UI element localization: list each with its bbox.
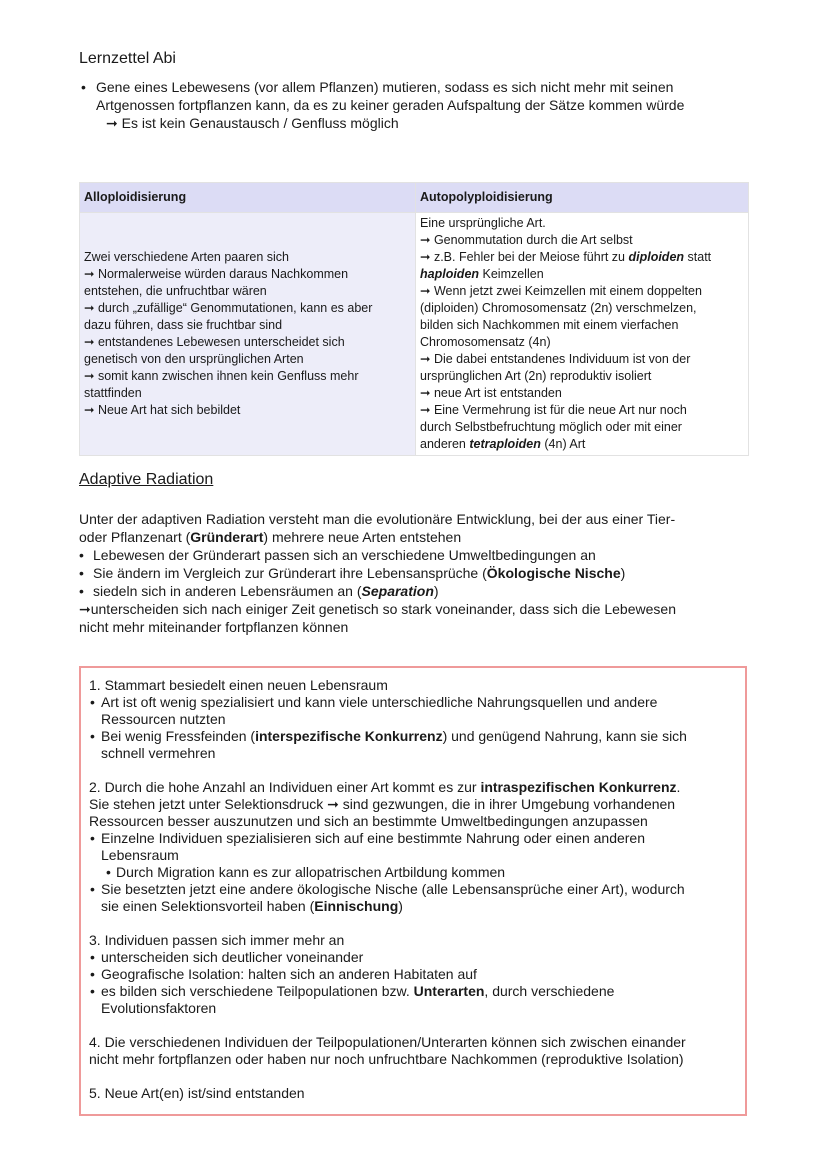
cell-line xyxy=(420,266,744,283)
step-4-text: nicht mehr fortpflanzen oder haben nur noch unfruchtbare Nachkommen (reproduktive Isolation) xyxy=(89,1051,684,1067)
text-part: Art ist oft wenig spezialisiert und kann viele unterschiedliche Nahrungsquellen und andere xyxy=(101,694,658,710)
list-item xyxy=(79,564,759,582)
bullet-dot: • xyxy=(90,983,95,999)
radiation-conclusion-line: nicht mehr miteinander fortpflanzen können xyxy=(79,619,349,635)
emphasis-interspezifische-konkurrenz: interspezifische Konkurrenz xyxy=(255,728,443,744)
text-part: anderen xyxy=(420,437,470,451)
bullet-dot: • xyxy=(106,864,111,880)
emphasis-diploiden: diploiden xyxy=(628,250,685,264)
intro-arrow-text: ➞ Es ist kein Genaustausch / Genfluss möglich xyxy=(106,115,399,131)
radiation-paragraph-line: Unter der adaptiven Radiation versteht man die evolutionäre Entwicklung, bei der aus einer Tier- xyxy=(79,511,676,527)
text-part: Ressourcen nutzten xyxy=(101,711,226,727)
step-1-title: 1. Stammart besiedelt einen neuen Lebensraum xyxy=(89,677,388,693)
cell-line: ➞ somit kann zwischen ihnen kein Genfluss mehr xyxy=(84,369,359,383)
text-part: schnell vermehren xyxy=(101,745,216,761)
list-item xyxy=(89,694,737,728)
text-part: ) xyxy=(620,565,626,581)
bullet-dot: • xyxy=(90,966,95,982)
autopolyploidisierung-cell xyxy=(416,213,749,456)
bullet-dot: • xyxy=(90,694,95,710)
cell-line xyxy=(420,249,744,266)
cell-line: (diploiden) Chromosomensatz (2n) verschmelzen, xyxy=(420,301,697,315)
cell-line: ➞ Normalerweise würden daraus Nachkommen xyxy=(84,267,349,281)
header-alloploidisierung: Alloploidisierung xyxy=(80,183,416,213)
text-part: sie einen Selektionsvorteil haben ( xyxy=(101,898,315,914)
intro-bullet xyxy=(79,78,759,132)
text-part: oder Pflanzenart ( xyxy=(79,529,191,545)
text-part: ) xyxy=(398,898,403,914)
cell-line: ➞ Eine Vermehrung ist für die neue Art nur noch xyxy=(420,403,687,417)
text-part: Sie besetzten jetzt eine andere ökologische Nische (alle Lebensansprüche einer Art), wodurch xyxy=(101,881,685,897)
cell-line: ➞ Die dabei entstandenes Individuum ist von der xyxy=(420,352,691,366)
cell-line: ➞ Neue Art hat sich bebildet xyxy=(84,403,241,417)
step-2-title xyxy=(89,779,737,796)
adaptive-radiation-section xyxy=(79,510,759,636)
emphasis-haploiden: haploiden xyxy=(420,267,480,281)
radiation-steps-box xyxy=(79,666,747,1116)
sub-list-item xyxy=(89,864,737,881)
adaptive-radiation-heading: Adaptive Radiation xyxy=(79,471,214,488)
text-part: siedeln sich in anderen Lebensräumen an ( xyxy=(93,583,362,599)
cell-line: stattfinden xyxy=(84,386,142,400)
text-part: ) mehrere neue Arten entstehen xyxy=(263,529,462,545)
text-part: (4n) Art xyxy=(540,437,586,451)
cell-line: ➞ entstandenes Lebewesen unterscheidet sich xyxy=(84,335,345,349)
cell-line xyxy=(420,436,744,453)
text-part: statt xyxy=(684,250,712,264)
intro-bullet-text-cont: Artgenossen fortpflanzen kann, da es zu keiner geraden Aufspaltung der Sätze kommen würde xyxy=(96,97,685,113)
bullet-dot: • xyxy=(90,881,95,897)
text-part: , durch verschiedene xyxy=(484,983,615,999)
cell-line: durch Selbstbefruchtung möglich oder mit einer xyxy=(420,420,682,434)
alloploidisierung-cell xyxy=(80,213,416,456)
bullet-dot: • xyxy=(79,565,84,581)
emphasis-separation: Separation xyxy=(361,583,434,599)
text-part: 2. Durch die hohe Anzahl an Individuen einer Art kommt es zur xyxy=(89,779,481,795)
text-part: . xyxy=(676,779,681,795)
cell-line: Chromosomensatz (4n) xyxy=(420,335,551,349)
text-part: unterscheiden sich deutlicher voneinander xyxy=(101,949,364,965)
text-part: Keimzellen xyxy=(479,267,544,281)
text-part: Einzelne Individuen spezialisieren sich auf eine bestimmte Nahrung oder einen anderen xyxy=(101,830,646,846)
spacer xyxy=(89,1017,737,1034)
header-autopolyploidisierung: Autopolyploidisierung xyxy=(416,183,749,213)
bullet-dot: • xyxy=(79,583,84,599)
step-2-text: Sie stehen jetzt unter Selektionsdruck ➞ sind gezwungen, die in ihrer Umgebung vorhandenen xyxy=(89,796,676,812)
text-part: Evolutionsfaktoren xyxy=(101,1000,217,1016)
table-row xyxy=(80,213,749,456)
bullet-dot: • xyxy=(90,728,95,744)
text-part: Durch Migration kann es zur allopatrischen Artbildung kommen xyxy=(116,864,506,880)
list-item xyxy=(89,983,737,1017)
cell-line: Eine ursprüngliche Art. xyxy=(420,216,546,230)
radiation-conclusion-line: ➞unterscheiden sich nach einiger Zeit genetisch so stark voneinander, dass sich die Lebewesen xyxy=(79,601,676,617)
text-part: Bei wenig Fressfeinden ( xyxy=(101,728,256,744)
step-2-text: Ressourcen besser auszunutzen und sich an bestimmte Umweltbedingungen anzupassen xyxy=(89,813,648,829)
text-part: Geografische Isolation: halten sich an anderen Habitaten auf xyxy=(101,966,477,982)
step-3-title: 3. Individuen passen sich immer mehr an xyxy=(89,932,345,948)
list-item xyxy=(89,949,737,966)
emphasis-gruenderart: Gründerart xyxy=(190,529,264,545)
list-item xyxy=(89,881,737,915)
cell-line: bilden sich Nachkommen mit einem vierfachen xyxy=(420,318,679,332)
text-part: ➞ z.B. Fehler bei der Meiose führt zu xyxy=(420,250,629,264)
intro-section xyxy=(79,78,759,132)
page-title: Lernzettel Abi xyxy=(79,50,176,67)
bullet-dot: • xyxy=(79,547,84,563)
list-item xyxy=(79,546,759,564)
step-5-text: 5. Neue Art(en) ist/sind entstanden xyxy=(89,1085,305,1101)
cell-line: dazu führen, dass sie fruchtbar sind xyxy=(84,318,283,332)
cell-line: ➞ Wenn jetzt zwei Keimzellen mit einem doppelten xyxy=(420,284,702,298)
spacer xyxy=(89,762,737,779)
cell-line: Zwei verschiedene Arten paaren sich xyxy=(84,250,289,264)
text-part: Sie ändern im Vergleich zur Gründerart ihre Lebensansprüche ( xyxy=(93,565,487,581)
radiation-paragraph-line xyxy=(79,528,759,546)
cell-line: ursprünglichen Art (2n) reproduktiv isoliert xyxy=(420,369,652,383)
step-4-text: 4. Die verschiedenen Individuen der Teilpopulationen/Unterarten können sich zwischen einander xyxy=(89,1034,686,1050)
text-line xyxy=(101,983,737,1000)
table-header-row xyxy=(80,183,749,213)
bullet-dot: • xyxy=(90,949,95,965)
emphasis-einnischung: Einnischung xyxy=(314,898,399,914)
cell-line: entstehen, die unfruchtbar wären xyxy=(84,284,267,298)
spacer xyxy=(89,915,737,932)
intro-bullet-text: Gene eines Lebewesens (vor allem Pflanzen) mutieren, sodass es sich nicht mehr mit seinen xyxy=(96,79,674,95)
bullet-dot: • xyxy=(90,830,95,846)
emphasis-unterarten: Unterarten xyxy=(413,983,485,999)
list-item xyxy=(79,582,759,600)
emphasis-tetraploiden: tetraploiden xyxy=(469,437,541,451)
cell-line: genetisch von den ursprünglichen Arten xyxy=(84,352,304,366)
list-item xyxy=(89,830,737,864)
spacer xyxy=(89,1068,737,1085)
cell-line: ➞ Genommutation durch die Art selbst xyxy=(420,233,633,247)
text-part: Lebewesen der Gründerart passen sich an verschiedene Umweltbedingungen an xyxy=(93,547,596,563)
text-line xyxy=(101,728,737,745)
cell-line: ➞ neue Art ist entstanden xyxy=(420,386,562,400)
bullet-dot: • xyxy=(81,79,86,95)
list-item xyxy=(89,966,737,983)
emphasis-intraspezifische-konkurrenz: intraspezifischen Konkurrenz xyxy=(480,779,677,795)
text-line xyxy=(101,898,737,915)
text-part: ) xyxy=(433,583,439,599)
text-part: ) und genügend Nahrung, kann sie sich xyxy=(442,728,687,744)
text-part: es bilden sich verschiedene Teilpopulationen bzw. xyxy=(101,983,414,999)
comparison-table xyxy=(79,182,749,456)
cell-line: ➞ durch „zufällige“ Genommutationen, kann es aber xyxy=(84,301,373,315)
list-item xyxy=(89,728,737,762)
text-part: Lebensraum xyxy=(101,847,179,863)
emphasis-oekologische-nische: Ökologische Nische xyxy=(486,565,621,581)
